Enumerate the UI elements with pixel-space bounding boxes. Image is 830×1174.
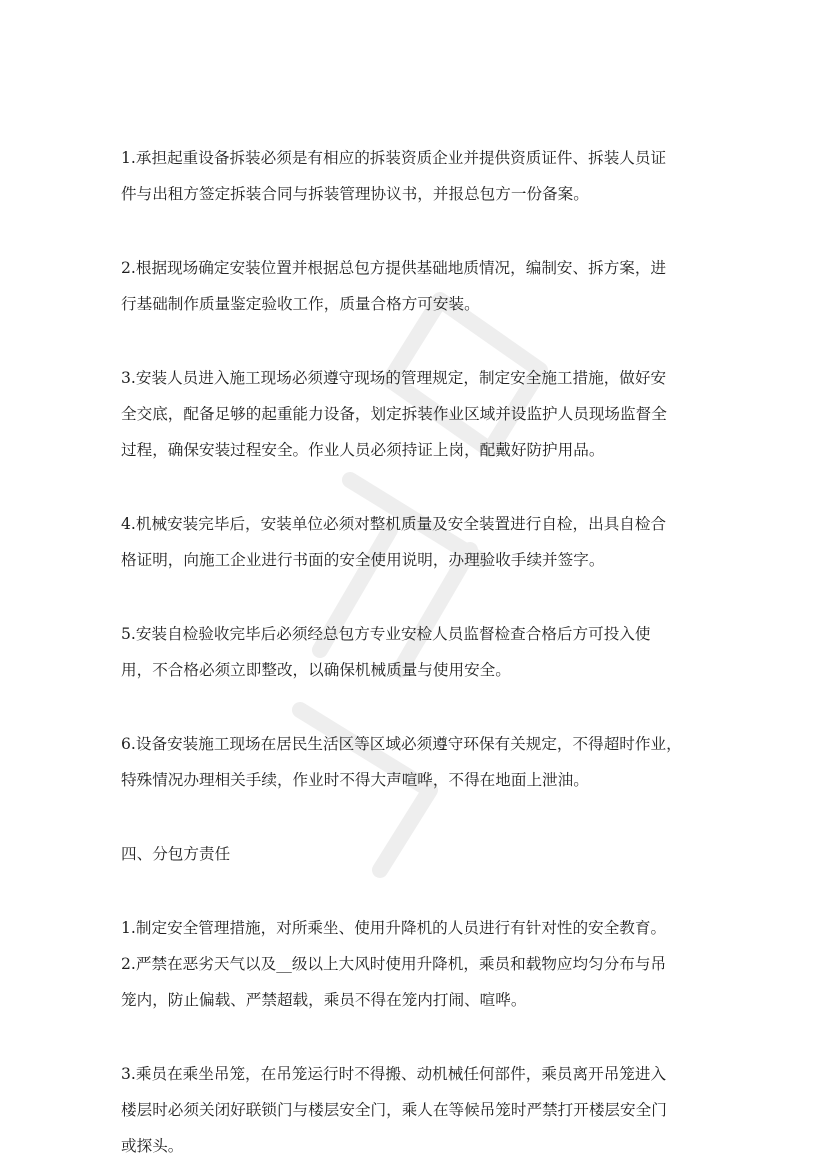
paragraph-gap bbox=[121, 578, 721, 616]
text-line: 四、分包方责任 bbox=[121, 845, 231, 863]
text-line: 2.根据现场确定安装位置并根据总包方提供基础地质情况，编制安、拆方案，进 bbox=[121, 259, 667, 277]
text-line: 行基础制作质量鉴定验收工作，质量合格方可安装。 bbox=[121, 295, 480, 313]
paragraph-6 bbox=[121, 726, 721, 798]
text-line: 1.承担起重设备拆装必须是有相应的拆装资质企业并提供资质证件、拆装人员证 bbox=[121, 149, 667, 167]
text-line: 全交底，配备足够的起重能力设备，划定拆装作业区域并设监护人员现场监督全 bbox=[121, 405, 667, 423]
text-line: 特殊情况办理相关手续，作业时不得大声喧哗，不得在地面上泄油。 bbox=[121, 771, 589, 789]
paragraph-gap bbox=[121, 468, 721, 506]
text-line: 格证明，向施工企业进行书面的安全使用说明，办理验收手续并签字。 bbox=[121, 551, 605, 569]
paragraph-1 bbox=[121, 140, 721, 212]
text-line: 2.严禁在恶劣天气以及__级以上大风时使用升降机，乘员和载物应均匀分布与吊 bbox=[121, 955, 667, 973]
text-line: 3.乘员在乘坐吊笼，在吊笼运行时不得搬、动机械任何部件，乘员离开吊笼进入 bbox=[121, 1065, 667, 1083]
text-line: 件与出租方签定拆装合同与拆装管理协议书，并报总包方一份备案。 bbox=[121, 185, 589, 203]
text-line: 或探头。 bbox=[121, 1137, 184, 1155]
paragraph-7 bbox=[121, 910, 721, 1018]
paragraph-gap bbox=[121, 1018, 721, 1056]
text-line: 笼内，防止偏载、严禁超载，乘员不得在笼内打闹、喧哗。 bbox=[121, 991, 527, 1009]
paragraph-gap bbox=[121, 798, 721, 836]
document-body bbox=[121, 140, 721, 1164]
text-line: 1.制定安全管理措施，对所乘坐、使用升降机的人员进行有针对性的安全教育。 bbox=[121, 919, 667, 937]
text-line: 3.安装人员进入施工现场必须遵守现场的管理规定，制定安全施工措施，做好安 bbox=[121, 369, 667, 387]
text-line: 4.机械安装完毕后，安装单位必须对整机质量及安全装置进行自检，出具自检合 bbox=[121, 515, 667, 533]
section-heading bbox=[121, 836, 721, 872]
text-line: 楼层时必须关闭好联锁门与楼层安全门，乘人在等候吊笼时严禁打开楼层安全门 bbox=[121, 1101, 667, 1119]
paragraph-gap bbox=[121, 872, 721, 910]
text-line: 6.设备安装施工现场在居民生活区等区域必须遵守环保有关规定，不得超时作业， bbox=[121, 735, 682, 753]
paragraph-3 bbox=[121, 360, 721, 468]
paragraph-2 bbox=[121, 250, 721, 322]
paragraph-gap bbox=[121, 688, 721, 726]
paragraph-8 bbox=[121, 1056, 721, 1164]
paragraph-4 bbox=[121, 506, 721, 578]
paragraph-5 bbox=[121, 616, 721, 688]
text-line: 5.安装自检验收完毕后必须经总包方专业安检人员监督检查合格后方可投入使 bbox=[121, 625, 651, 643]
text-line: 用，不合格必须立即整改，以确保机械质量与使用安全。 bbox=[121, 661, 511, 679]
paragraph-gap bbox=[121, 322, 721, 360]
text-line: 过程，确保安装过程安全。作业人员必须持证上岗，配戴好防护用品。 bbox=[121, 441, 605, 459]
paragraph-gap bbox=[121, 212, 721, 250]
